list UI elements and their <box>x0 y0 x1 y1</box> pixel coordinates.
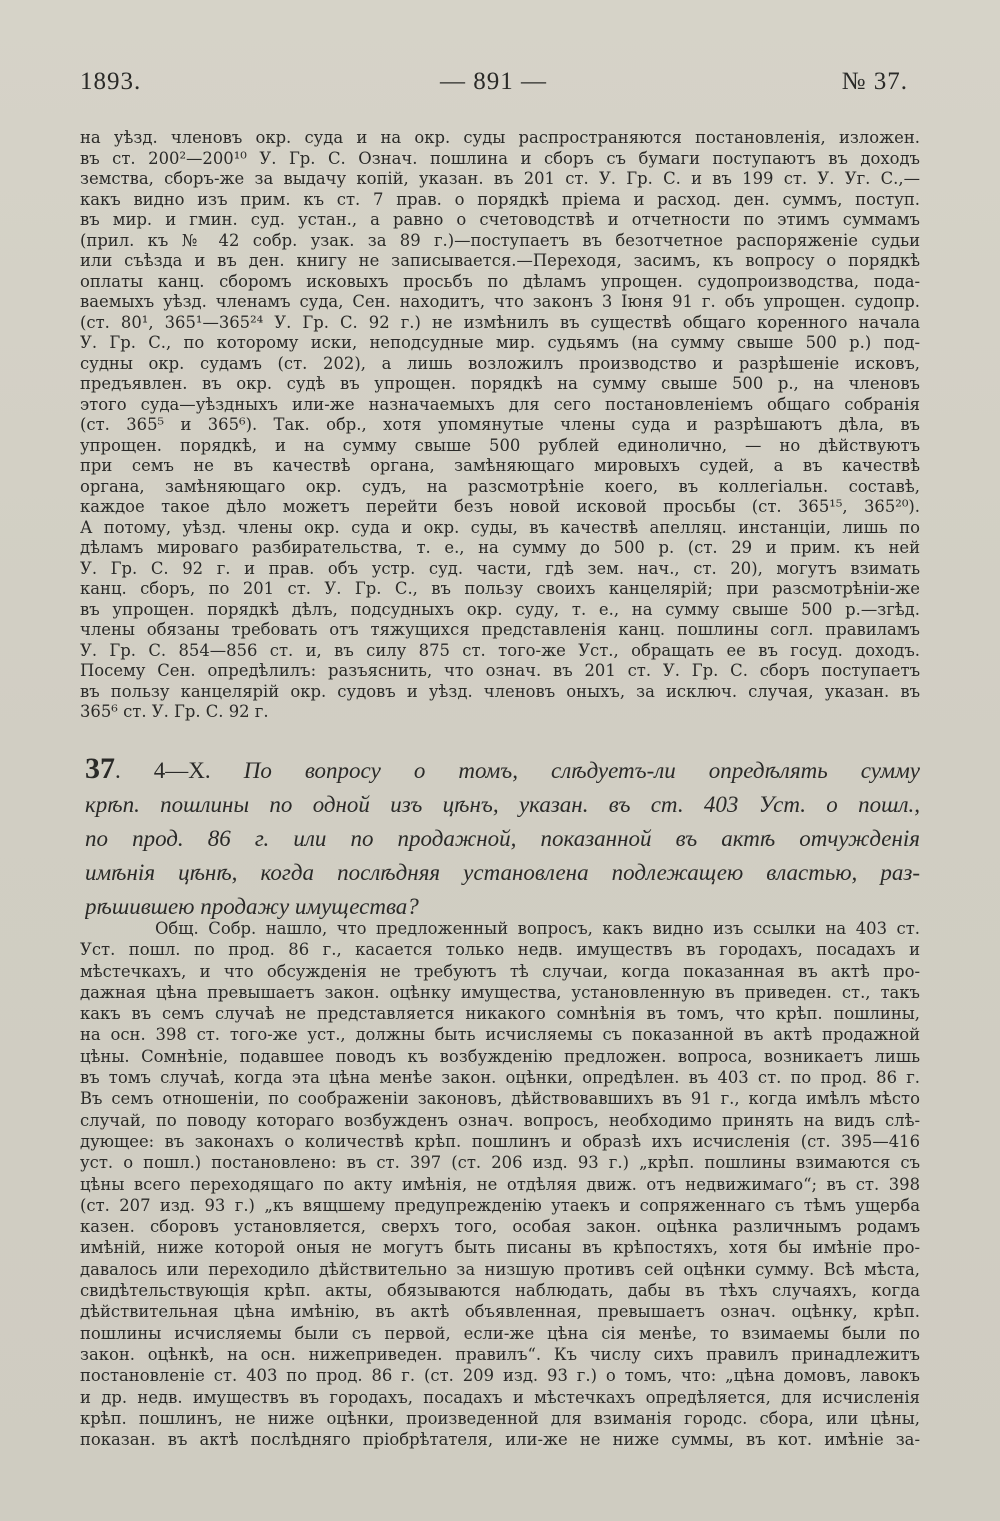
header-year: 1893. <box>80 68 142 95</box>
page-header <box>0 68 1000 108</box>
text-line: У. Гр. С., по которому иски, неподсудные мир. судьямъ (на сумму свыше 500 р.) под- <box>80 333 920 352</box>
header-issue-number: № 37. <box>841 68 908 95</box>
text-line: 365⁶ ст. У. Гр. С. 92 г. <box>80 702 269 721</box>
text-line: каждое такое дѣло можетъ перейти безъ новой исковой просьбы (ст. 365¹⁵, 365²⁰). <box>80 497 920 516</box>
text-line: У. Гр. С. 854—856 ст. и, въ силу 875 ст. того-же Уст., обращать ее въ госуд. доходъ. <box>80 640 920 660</box>
section-question-line: рѣшившею продажу имущества? <box>85 894 419 919</box>
text-line: крѣп. пошлинъ, не ниже оцѣнки, произведенной для взиманія городс. сбора, или цѣны, <box>80 1408 920 1428</box>
text-line: Уст. пошл. по прод. 86 г., касается только недв. имуществъ въ городахъ, посадахъ и <box>80 940 920 960</box>
text-block-decision <box>80 918 920 1450</box>
section-heading <box>85 752 920 924</box>
text-line: упрощен. порядкѣ, и на сумму свыше 500 рублей единолично, — но дѣйствуютъ <box>80 435 920 455</box>
text-line: на осн. 398 ст. того-же уст., должны быть исчисляемы съ показанной въ актѣ продажной <box>80 1025 920 1045</box>
section-heading-line <box>85 752 920 788</box>
text-line: (прил. къ № 42 собр. узак. за 89 г.)—поступаетъ въ безотчетное распоряженіе судьи <box>80 230 920 250</box>
section-question-line: По вопросу о томъ, слѣдуетъ-ли опредѣлять сумму <box>243 758 920 783</box>
text-line: дующее: въ законахъ о количествѣ крѣп. пошлинъ и образѣ ихъ исчисленія (ст. 395—416 <box>80 1131 920 1151</box>
text-line: въ томъ случаѣ, когда эта цѣна менѣе закон. оцѣнки, опредѣлен. въ 403 ст. по прод. 86 г. <box>80 1068 920 1088</box>
section-number: 37 <box>85 752 115 785</box>
text-line: и др. недв. имуществъ въ городахъ, посадахъ и мѣстечкахъ опредѣляется, для исчисленія <box>80 1387 920 1407</box>
text-line: казен. сборовъ установляется, сверхъ того, особая закон. оцѣнка различнымъ родамъ <box>80 1217 920 1237</box>
text-line: случай, по поводу котораго возбужденъ означ. вопросъ, необходимо принять на видъ слѣ- <box>80 1110 920 1130</box>
text-line: дѣламъ мироваго разбирательства, т. е., на сумму до 500 р. (ст. 29 и прим. къ ней <box>80 538 920 557</box>
text-line: въ пользу канцелярій окр. судовъ и уѣзд. членовъ оныхъ, за исключ. случая, указан. въ <box>80 681 920 701</box>
text-line: оплаты канц. сборомъ исковыхъ просьбъ по дѣламъ упрощен. судопроизводства, пода- <box>80 271 920 291</box>
section-question-line: по прод. 86 г. или по продажной, показанной въ актѣ отчужденія <box>85 826 920 851</box>
text-line: уст. о пошл.) постановлено: въ ст. 397 (ст. 206 изд. 93 г.) „крѣп. пошлины взимаются съ <box>80 1153 920 1173</box>
text-line: канц. сборъ, по 201 ст. У. Гр. С., въ пользу своихъ канцелярій; при разсмотрѣніи-же <box>80 579 920 598</box>
text-line: предъявлен. въ окр. судѣ въ упрощен. порядкѣ на сумму свыше 500 р., на членовъ <box>80 374 920 393</box>
text-line: мѣстечкахъ, и что обсужденія не требуютъ тѣ случаи, когда показанная въ актѣ про- <box>80 961 920 981</box>
text-line: при семъ не въ качествѣ органа, замѣняющаго мировыхъ судей, а въ качествѣ <box>80 456 920 475</box>
section-question-line: крѣп. пошлины по одной изъ цѣнъ, указан. въ ст. 403 Уст. о пошл., <box>85 792 920 817</box>
text-line: судны окр. судамъ (ст. 202), а лишь возложилъ производство и разрѣшеніе исковъ, <box>80 353 920 373</box>
text-line: на уѣзд. членовъ окр. суда и на окр. суды распространяются постановленія, изложен. <box>80 128 920 147</box>
text-line: члены обязаны требовать отъ тяжущихся представленія канц. пошлины согл. правиламъ <box>80 620 920 639</box>
text-line: А потому, уѣзд. члены окр. суда и окр. суды, въ качествѣ апелляц. инстанціи, лишь по <box>80 517 920 537</box>
text-line: Посему Сен. опредѣлилъ: разъяснить, что означ. въ 201 ст. У. Гр. С. сборъ поступаетъ <box>80 661 920 680</box>
text-line: этого суда—уѣздныхъ или-же назначаемыхъ для сего постановленіемъ общаго собранія <box>80 394 920 414</box>
text-line: У. Гр. С. 92 г. и прав. объ устр. суд. части, гдѣ зем. нач., ст. 20), могутъ взимать <box>80 558 920 578</box>
text-line: свидѣтельствующія крѣп. акты, обязываются наблюдать, дабы въ тѣхъ случаяхъ, когда <box>80 1281 920 1301</box>
text-line: Въ семъ отношеніи, по соображеніи законовъ, дѣйствовавшихъ въ 91 г., когда имѣлъ мѣсто <box>80 1089 920 1109</box>
section-question-line: имѣнія цѣнѣ, когда послѣдняя установлена подлежащею властью, раз- <box>85 860 920 885</box>
text-block-continuation <box>80 128 920 723</box>
text-line: цѣны всего переходящаго по акту имѣнія, не отдѣляя движ. отъ недвижимаго“; въ ст. 398 <box>80 1174 920 1194</box>
text-line: какъ видно изъ прим. къ ст. 7 прав. о порядкѣ пріема и расход. ден. суммъ, поступ. <box>80 189 920 209</box>
text-line: пошлины исчисляемы были съ первой, если-же цѣна сія менѣе, то взимаемы были по <box>80 1323 920 1343</box>
section-date: . 4—X. <box>115 758 211 783</box>
text-line: закон. оцѣнкѣ, на осн. нижеприведен. правилъ“. Къ числу сихъ правилъ принадлежитъ <box>80 1344 920 1364</box>
text-line: (ст. 207 изд. 93 г.) „къ вящшему предупрежденію утаекъ и сопряженнаго съ тѣмъ ущерба <box>80 1195 920 1215</box>
text-line: (ст. 80¹, 365¹—365²⁴ У. Гр. С. 92 г.) не измѣнилъ въ существѣ общаго коренного начала <box>80 312 920 332</box>
text-line: имѣній, ниже которой оныя не могутъ быть писаны въ крѣпостяхъ, хотя бы имѣніе про- <box>80 1238 920 1258</box>
text-line: въ мир. и гмин. суд. устан., а равно о счетоводствѣ и отчетности по этимъ суммамъ <box>80 210 920 229</box>
text-line: какъ въ семъ случаѣ не представляется никакого сомнѣнія въ томъ, что крѣп. пошлины, <box>80 1004 920 1024</box>
text-line: давалось или переходило дѣйствительно за низшую противъ сей оцѣнки сумму. Всѣ мѣста, <box>80 1259 920 1279</box>
text-line: Общ. Собр. нашло, что предложенный вопросъ, какъ видно изъ ссылки на 403 ст. <box>155 919 920 938</box>
text-line: цѣны. Сомнѣніе, подавшее поводъ къ возбужденію предложен. вопроса, возникаетъ лишь <box>80 1046 920 1066</box>
text-line: или съѣзда и въ ден. книгу не записывается.—Переходя, засимъ, къ вопросу о порядкѣ <box>80 251 920 270</box>
text-line: ваемыхъ уѣзд. членамъ суда, Сен. находитъ, что законъ 3 Іюня 91 г. объ упрощен. судопр. <box>80 292 920 311</box>
text-line: дажная цѣна превышаетъ закон. оцѣнку имущества, установленную въ приведен. ст., такъ <box>80 982 920 1002</box>
text-line: дѣйствительная цѣна имѣнію, въ актѣ объявленная, превышаетъ означ. оцѣнку, крѣп. <box>80 1302 920 1322</box>
text-line: (ст. 365⁵ и 365⁶). Так. обр., хотя упомянутые члены суда и разрѣшаютъ дѣла, въ <box>80 415 920 434</box>
text-line: въ ст. 200²—200¹⁰ У. Гр. С. Означ. пошлина и сборъ съ бумаги поступаютъ въ доходъ <box>80 148 920 168</box>
text-line: земства, сборъ-же за выдачу копій, указан. въ 201 ст. У. Гр. С. и въ 199 ст. У. Уг. С.,— <box>80 169 920 188</box>
header-page-number: — 891 — <box>440 68 547 95</box>
text-line: органа, замѣняющаго окр. судъ, на разсмотрѣніе коего, въ коллегіальн. составѣ, <box>80 476 920 496</box>
text-line: въ упрощен. порядкѣ дѣлъ, подсудныхъ окр. суду, т. е., на сумму свыше 500 р.—згѣд. <box>80 599 920 619</box>
text-line: постановленіе ст. 403 по прод. 86 г. (ст. 209 изд. 93 г.) о томъ, что: „цѣна домовъ, лавокъ <box>80 1366 920 1386</box>
text-line: показан. въ актѣ послѣдняго пріобрѣтателя, или-же не ниже суммы, въ кот. имѣніе за- <box>80 1430 920 1450</box>
